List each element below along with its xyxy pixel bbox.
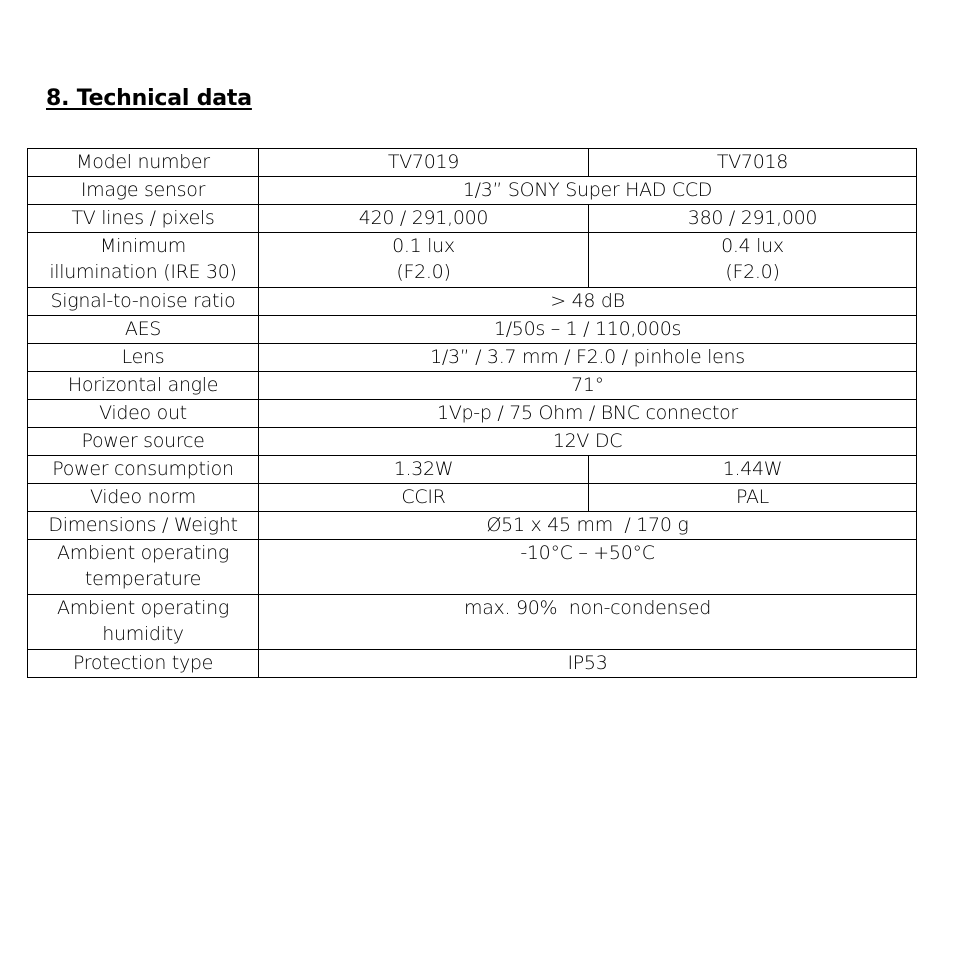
cell-value: > 48 dB	[259, 288, 917, 316]
table-row	[28, 177, 917, 205]
section-heading: 8. Technical data	[46, 86, 252, 111]
cell-tv7019: CCIR	[259, 484, 589, 512]
table-row	[28, 288, 917, 316]
table-row	[28, 428, 917, 456]
row-label: Model number	[28, 149, 259, 177]
row-label: Signal-to-noise ratio	[28, 288, 259, 316]
table-row	[28, 650, 917, 678]
row-label: Power consumption	[28, 456, 259, 484]
cell-line: 0.4 lux	[721, 235, 784, 257]
cell-value: 71°	[259, 372, 917, 400]
cell-line: (F2.0)	[725, 261, 780, 283]
cell-value: 1/50s – 1 / 110,000s	[259, 316, 917, 344]
row-label: Dimensions / Weight	[28, 512, 259, 540]
row-label-line: Ambient operating	[57, 597, 229, 619]
row-label: Protection type	[28, 650, 259, 678]
table-row	[28, 595, 917, 650]
table-row	[28, 400, 917, 428]
table-row	[28, 372, 917, 400]
cell-tv7019: 1.32W	[259, 456, 589, 484]
table-row	[28, 316, 917, 344]
row-label-line: Ambient operating	[57, 542, 229, 564]
row-label	[28, 233, 259, 288]
row-label-line: humidity	[102, 623, 184, 645]
row-label-line: illumination (IRE 30)	[49, 261, 237, 283]
cell-tv7019: 420 / 291,000	[259, 205, 589, 233]
table-row	[28, 512, 917, 540]
cell-value: 1Vp-p / 75 Ohm / BNC connector	[259, 400, 917, 428]
row-label: Image sensor	[28, 177, 259, 205]
row-label-line: Minimum	[100, 235, 186, 257]
row-label: Video norm	[28, 484, 259, 512]
cell-tv7018: PAL	[589, 484, 917, 512]
cell-line: (F2.0)	[396, 261, 451, 283]
table-row	[28, 149, 917, 177]
cell-tv7018: 380 / 291,000	[589, 205, 917, 233]
row-label	[28, 540, 259, 595]
row-label: Horizontal angle	[28, 372, 259, 400]
cell-value: 1/3” SONY Super HAD CCD	[259, 177, 917, 205]
row-label: Video out	[28, 400, 259, 428]
table-row	[28, 484, 917, 512]
row-label	[28, 595, 259, 650]
cell-tv7018: TV7018	[589, 149, 917, 177]
cell-value: IP53	[259, 650, 917, 678]
cell-value: max. 90% non-condensed	[259, 595, 917, 650]
row-label: Power source	[28, 428, 259, 456]
cell-value: Ø51 x 45 mm / 170 g	[259, 512, 917, 540]
cell-value: -10°C – +50°C	[259, 540, 917, 595]
table-row	[28, 456, 917, 484]
row-label: AES	[28, 316, 259, 344]
cell-tv7019: TV7019	[259, 149, 589, 177]
cell-tv7018	[589, 233, 917, 288]
cell-value: 12V DC	[259, 428, 917, 456]
row-label: Lens	[28, 344, 259, 372]
row-label-line: temperature	[84, 568, 202, 590]
technical-data-table	[27, 148, 917, 678]
row-label: TV lines / pixels	[28, 205, 259, 233]
cell-tv7019	[259, 233, 589, 288]
table-row	[28, 540, 917, 595]
table-row	[28, 233, 917, 288]
table-row	[28, 344, 917, 372]
cell-value: 1/3” / 3.7 mm / F2.0 / pinhole lens	[259, 344, 917, 372]
cell-line: 0.1 lux	[392, 235, 455, 257]
cell-tv7018: 1.44W	[589, 456, 917, 484]
table-row	[28, 205, 917, 233]
